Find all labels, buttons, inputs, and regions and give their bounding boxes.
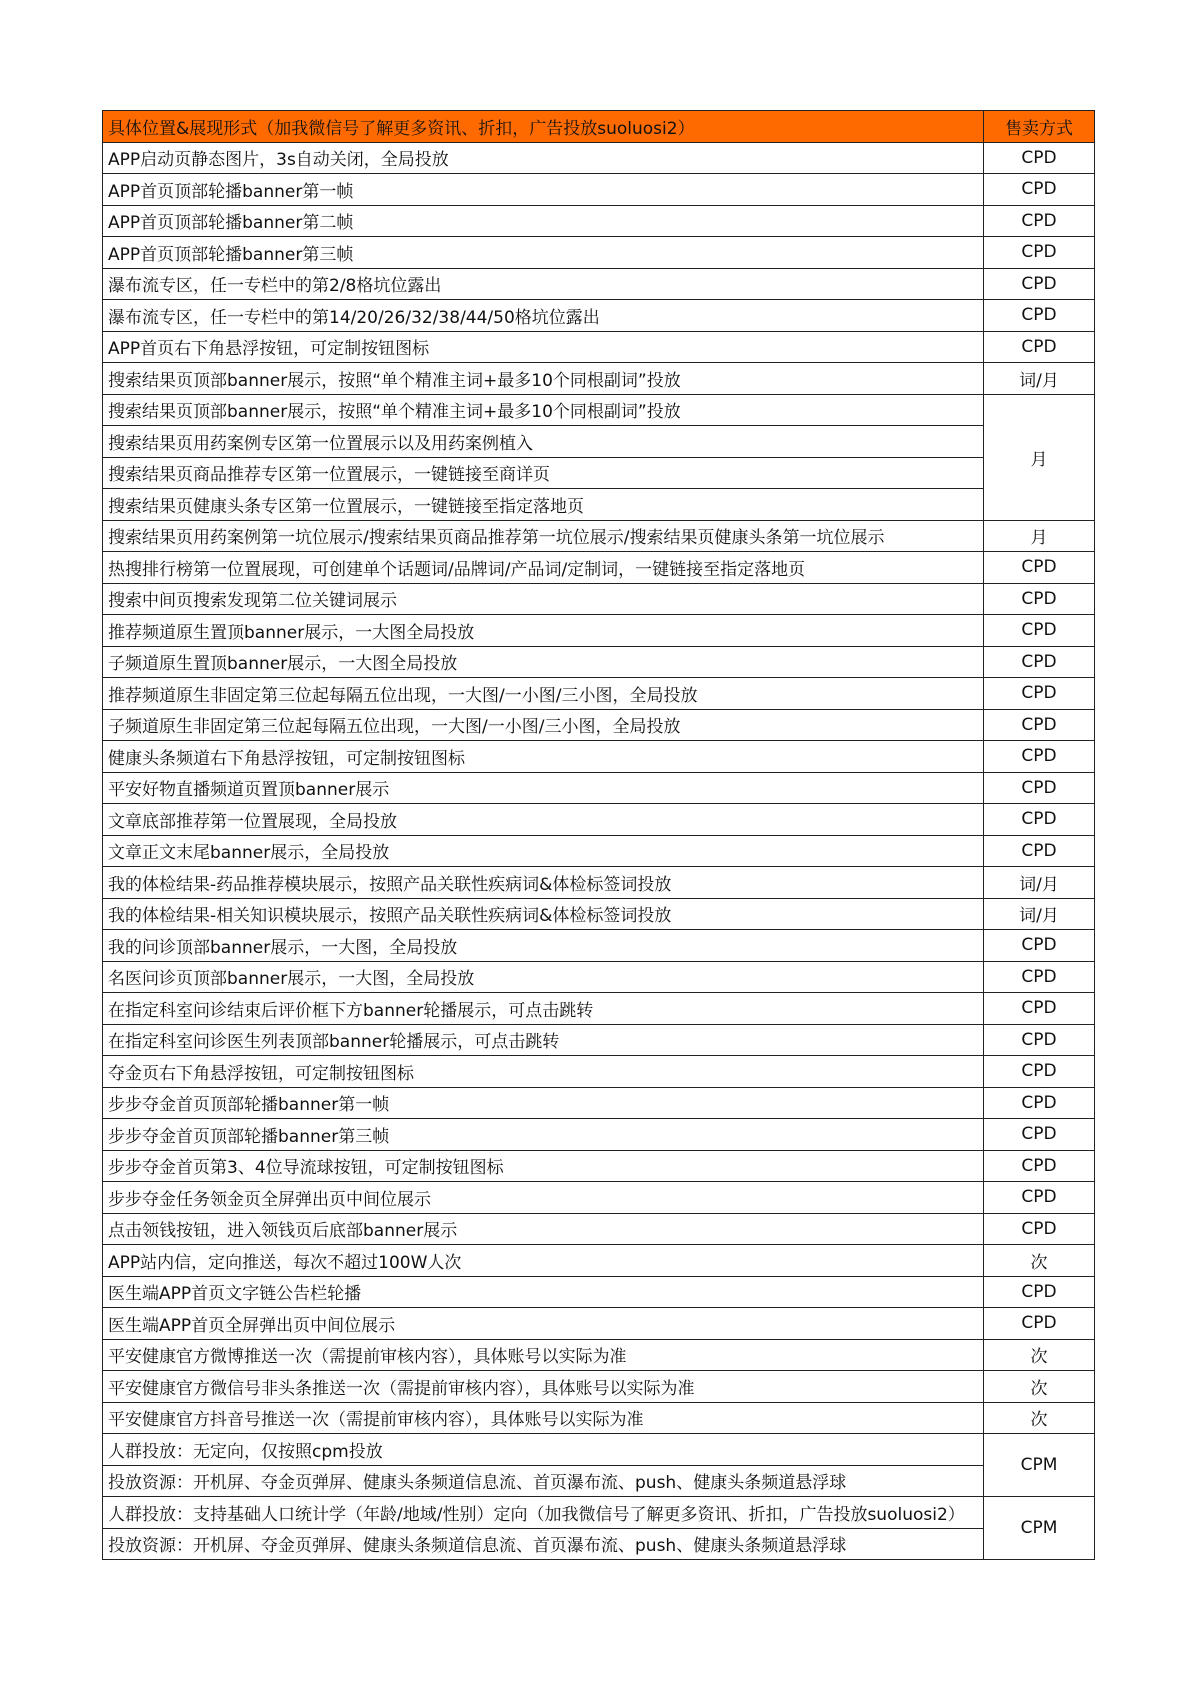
table-row <box>103 457 1095 489</box>
sale-method-cell: CPD <box>984 1150 1095 1182</box>
position-cell: 我的体检结果-药品推荐模块展示，按照产品关联性疾病词&体检标签词投放 <box>103 867 984 899</box>
sale-method-cell: CPD <box>984 678 1095 710</box>
position-cell: APP首页顶部轮播banner第三帧 <box>103 237 984 269</box>
position-cell: 搜索结果页健康头条专区第一位置展示，一键链接至指定落地页 <box>103 489 984 521</box>
position-cell: 搜索结果页商品推荐专区第一位置展示，一键链接至商详页 <box>103 457 984 489</box>
sale-method-cell: 月 <box>984 394 1095 520</box>
sale-method-cell: CPD <box>984 741 1095 773</box>
table-row <box>103 552 1095 584</box>
position-cell: 医生端APP首页全屏弹出页中间位展示 <box>103 1308 984 1340</box>
position-cell: 文章底部推荐第一位置展现，全局投放 <box>103 804 984 836</box>
sale-method-cell: CPD <box>984 331 1095 363</box>
sale-method-cell: 次 <box>984 1339 1095 1371</box>
table-body <box>103 142 1095 1560</box>
position-cell: 医生端APP首页文字链公告栏轮播 <box>103 1276 984 1308</box>
sale-method-cell: CPD <box>984 1182 1095 1214</box>
position-cell: 推荐频道原生置顶banner展示，一大图全局投放 <box>103 615 984 647</box>
position-cell: 推荐频道原生非固定第三位起每隔五位出现，一大图/一小图/三小图，全局投放 <box>103 678 984 710</box>
table-row <box>103 394 1095 426</box>
sale-method-cell: 次 <box>984 1402 1095 1434</box>
sale-method-cell: CPD <box>984 615 1095 647</box>
sale-method-cell: CPD <box>984 993 1095 1025</box>
sale-method-cell: CPD <box>984 1056 1095 1088</box>
sale-method-cell: CPD <box>984 646 1095 678</box>
position-cell: 步步夺金首页顶部轮播banner第三帧 <box>103 1119 984 1151</box>
sale-method-cell: CPD <box>984 583 1095 615</box>
position-cell: 步步夺金首页第3、4位导流球按钮，可定制按钮图标 <box>103 1150 984 1182</box>
sale-method-cell: CPM <box>984 1497 1095 1560</box>
table-row <box>103 646 1095 678</box>
table-row <box>103 1371 1095 1403</box>
position-cell: 在指定科室问诊医生列表顶部banner轮播展示，可点击跳转 <box>103 1024 984 1056</box>
table-row <box>103 709 1095 741</box>
sale-method-cell: CPD <box>984 961 1095 993</box>
table-row <box>103 1465 1095 1497</box>
table-row <box>103 867 1095 899</box>
sale-method-cell: CPD <box>984 552 1095 584</box>
sale-method-cell: CPD <box>984 804 1095 836</box>
table-row <box>103 1213 1095 1245</box>
position-cell: APP首页右下角悬浮按钮，可定制按钮图标 <box>103 331 984 363</box>
position-cell: APP首页顶部轮播banner第一帧 <box>103 174 984 206</box>
table-row <box>103 300 1095 332</box>
position-cell: 文章正文末尾banner展示，全局投放 <box>103 835 984 867</box>
table-row <box>103 142 1095 174</box>
sale-method-cell: CPD <box>984 709 1095 741</box>
position-cell: 点击领钱按钮，进入领钱页后底部banner展示 <box>103 1213 984 1245</box>
sale-method-cell: 词/月 <box>984 363 1095 395</box>
sale-method-cell: 词/月 <box>984 898 1095 930</box>
sale-method-cell: CPD <box>984 835 1095 867</box>
table-row <box>103 205 1095 237</box>
position-cell: 名医问诊页顶部banner展示，一大图，全局投放 <box>103 961 984 993</box>
table-row <box>103 1434 1095 1466</box>
sale-method-cell: CPD <box>984 1087 1095 1119</box>
position-cell: 搜索结果页用药案例专区第一位置展示以及用药案例植入 <box>103 426 984 458</box>
table-row <box>103 1402 1095 1434</box>
sale-method-cell: 次 <box>984 1371 1095 1403</box>
table-row <box>103 930 1095 962</box>
table-row <box>103 1024 1095 1056</box>
table-row <box>103 1497 1095 1529</box>
table-row <box>103 1119 1095 1151</box>
table-row <box>103 1150 1095 1182</box>
table-row <box>103 583 1095 615</box>
position-cell: 搜索结果页顶部banner展示，按照“单个精准主词+最多10个同根副词”投放 <box>103 363 984 395</box>
position-cell: 步步夺金首页顶部轮播banner第一帧 <box>103 1087 984 1119</box>
position-cell: 在指定科室问诊结束后评价框下方banner轮播展示，可点击跳转 <box>103 993 984 1025</box>
table-row <box>103 426 1095 458</box>
sale-method-cell: CPD <box>984 1119 1095 1151</box>
table-row <box>103 520 1095 552</box>
position-cell: 平安健康官方微博推送一次（需提前审核内容），具体账号以实际为准 <box>103 1339 984 1371</box>
table-row <box>103 961 1095 993</box>
position-cell: APP站内信，定向推送，每次不超过100W人次 <box>103 1245 984 1277</box>
sale-method-cell: CPD <box>984 1276 1095 1308</box>
position-cell: 瀑布流专区，任一专栏中的第14/20/26/32/38/44/50格坑位露出 <box>103 300 984 332</box>
position-cell: 我的体检结果-相关知识模块展示，按照产品关联性疾病词&体检标签词投放 <box>103 898 984 930</box>
sale-method-cell: CPD <box>984 142 1095 174</box>
ad-pricing-table <box>102 110 1095 1560</box>
position-cell: 投放资源：开机屏、夺金页弹屏、健康头条频道信息流、首页瀑布流、push、健康头条频道悬浮球 <box>103 1465 984 1497</box>
table-row <box>103 363 1095 395</box>
position-cell: 人群投放：支持基础人口统计学（年龄/地域/性别）定向（加我微信号了解更多资讯、折扣，广告投放suoluosi2） <box>103 1497 984 1529</box>
sale-method-cell: CPD <box>984 930 1095 962</box>
table-row <box>103 1528 1095 1560</box>
position-cell: 搜索中间页搜索发现第二位关键词展示 <box>103 583 984 615</box>
table-row <box>103 1245 1095 1277</box>
table-row <box>103 835 1095 867</box>
table-row <box>103 489 1095 521</box>
position-cell: 人群投放：无定向，仅按照cpm投放 <box>103 1434 984 1466</box>
sale-method-cell: CPD <box>984 1308 1095 1340</box>
position-cell: 平安健康官方抖音号推送一次（需提前审核内容），具体账号以实际为准 <box>103 1402 984 1434</box>
table-row <box>103 993 1095 1025</box>
table-row <box>103 268 1095 300</box>
position-cell: 平安好物直播频道页置顶banner展示 <box>103 772 984 804</box>
table-row <box>103 237 1095 269</box>
table-row <box>103 772 1095 804</box>
position-cell: 子频道原生非固定第三位起每隔五位出现，一大图/一小图/三小图，全局投放 <box>103 709 984 741</box>
sale-method-cell: CPD <box>984 1024 1095 1056</box>
header-row <box>103 111 1095 143</box>
table-row <box>103 1276 1095 1308</box>
header-position: 具体位置&展现形式（加我微信号了解更多资讯、折扣，广告投放suoluosi2） <box>103 111 984 143</box>
header-method: 售卖方式 <box>984 111 1095 143</box>
table-row <box>103 1339 1095 1371</box>
position-cell: 步步夺金任务领金页全屏弹出页中间位展示 <box>103 1182 984 1214</box>
position-cell: 我的问诊顶部banner展示，一大图，全局投放 <box>103 930 984 962</box>
position-cell: 健康头条频道右下角悬浮按钮，可定制按钮图标 <box>103 741 984 773</box>
position-cell: 搜索结果页顶部banner展示，按照“单个精准主词+最多10个同根副词”投放 <box>103 394 984 426</box>
sale-method-cell: CPD <box>984 772 1095 804</box>
table-row <box>103 1087 1095 1119</box>
position-cell: 瀑布流专区，任一专栏中的第2/8格坑位露出 <box>103 268 984 300</box>
sale-method-cell: CPM <box>984 1434 1095 1497</box>
table-row <box>103 741 1095 773</box>
sale-method-cell: CPD <box>984 174 1095 206</box>
table-row <box>103 898 1095 930</box>
sale-method-cell: CPD <box>984 237 1095 269</box>
sale-method-cell: CPD <box>984 268 1095 300</box>
table-row <box>103 331 1095 363</box>
sale-method-cell: CPD <box>984 205 1095 237</box>
sale-method-cell: CPD <box>984 1213 1095 1245</box>
table-row <box>103 615 1095 647</box>
table-row <box>103 678 1095 710</box>
position-cell: APP启动页静态图片，3s自动关闭，全局投放 <box>103 142 984 174</box>
position-cell: 投放资源：开机屏、夺金页弹屏、健康头条频道信息流、首页瀑布流、push、健康头条频道悬浮球 <box>103 1528 984 1560</box>
sale-method-cell: CPD <box>984 300 1095 332</box>
table-row <box>103 174 1095 206</box>
position-cell: 搜索结果页用药案例第一坑位展示/搜索结果页商品推荐第一坑位展示/搜索结果页健康头条第一坑位展示 <box>103 520 984 552</box>
position-cell: 平安健康官方微信号非头条推送一次（需提前审核内容），具体账号以实际为准 <box>103 1371 984 1403</box>
table-row <box>103 1308 1095 1340</box>
sale-method-cell: 词/月 <box>984 867 1095 899</box>
position-cell: 热搜排行榜第一位置展现，可创建单个话题词/品牌词/产品词/定制词，一键链接至指定落地页 <box>103 552 984 584</box>
sale-method-cell: 月 <box>984 520 1095 552</box>
sale-method-cell: 次 <box>984 1245 1095 1277</box>
position-cell: 子频道原生置顶banner展示，一大图全局投放 <box>103 646 984 678</box>
table-row <box>103 1182 1095 1214</box>
table-row <box>103 804 1095 836</box>
position-cell: 夺金页右下角悬浮按钮，可定制按钮图标 <box>103 1056 984 1088</box>
table-row <box>103 1056 1095 1088</box>
position-cell: APP首页顶部轮播banner第二帧 <box>103 205 984 237</box>
